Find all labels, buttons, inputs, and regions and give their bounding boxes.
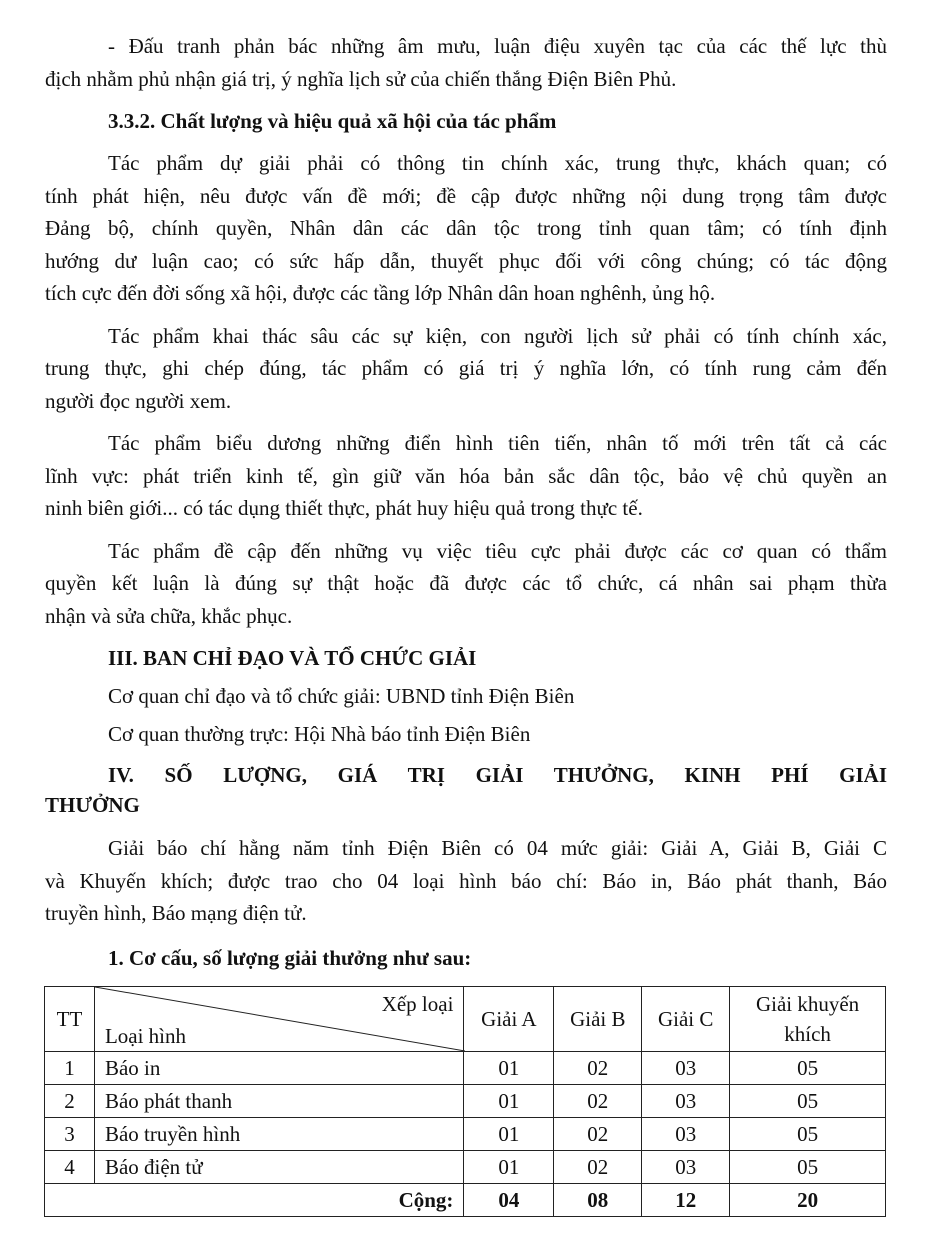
line-co-quan-thuong-truc: Cơ quan thường trực: Hội Nhà báo tỉnh Điện Biên — [108, 722, 531, 746]
document-page — [45, 30, 887, 974]
header-giai-b: Giải B — [554, 987, 642, 1052]
table-row: 4 Báo điện tử 01 02 03 05 — [45, 1151, 886, 1184]
header-giai-a: Giải A — [464, 987, 554, 1052]
header-loai-hinh: Loại hình — [104, 1024, 187, 1048]
total-label: Cộng: — [45, 1184, 464, 1217]
paragraph-bieu-duong: Tác phẩm biểu dương những điển hình tiên tiến, nhân tố mới trên tất cả các lĩnh vực: phát triển kinh tế, gìn giữ văn hóa bản sắc dân tộc, bảo vệ chủ quyền an ninh biên giới... có tác dụng thiết thực, phát huy hiệu quả trong thực tế. — [45, 431, 887, 520]
heading-3-3-2: 3.3.2. Chất lượng và hiệu quả xã hội của tác phẩm — [108, 109, 557, 133]
header-tt: TT — [45, 987, 95, 1052]
total-giai-c: 12 — [642, 1184, 730, 1217]
header-giai-khuyen-khich: Giải khuyến khích — [730, 987, 886, 1052]
paragraph-khai-thac-su-kien: Tác phẩm khai thác sâu các sự kiện, con người lịch sử phải có tính chính xác, trung thực, ghi chép đúng, tác phẩm có giá trị ý nghĩa lớn, có tính rung cảm đến người đọc người xem. — [45, 323, 887, 413]
total-giai-a: 04 — [464, 1184, 554, 1217]
heading-iii: III. BAN CHỈ ĐẠO VÀ TỔ CHỨC GIẢI — [108, 646, 477, 670]
paragraph-dau-tranh: - Đấu tranh phản bác những âm mưu, luận điệu xuyên tạc của các thế lực thù địch nhằm phủ nhận giá trị, ý nghĩa lịch sử của chiến thắng Điện Biên Phủ. — [45, 34, 887, 91]
table-row: 3 Báo truyền hình 01 02 03 05 — [45, 1118, 886, 1151]
prize-table — [44, 986, 886, 1217]
table-row: 1 Báo in 01 02 03 05 — [45, 1052, 886, 1085]
header-giai-c: Giải C — [642, 987, 730, 1052]
paragraph-tac-pham-du-giai: Tác phẩm dự giải phải có thông tin chính xác, trung thực, khách quan; có tính phát hiện, nêu được vấn đề mới; đề cập được những nội dung trọng tâm được Đảng bộ, chính quyền, Nhân dân các dân tộc trong tỉnh quan tâm; có tính định hướng dư luận cao; có sức hấp dẫn, thuyết phục đối với công chúng; có tác động tích cực đến đời sống xã hội, được các tầng lớp Nhân dân hoan nghênh, ủng hộ. — [45, 151, 887, 305]
header-diagonal-cell — [94, 987, 463, 1052]
table-row: 2 Báo phát thanh 01 02 03 05 — [45, 1085, 886, 1118]
total-khuyen-khich: 20 — [730, 1184, 886, 1217]
line-co-quan-chi-dao: Cơ quan chỉ đạo và tổ chức giải: UBND tỉnh Điện Biên — [108, 684, 575, 708]
heading-1-co-cau: 1. Cơ cấu, số lượng giải thưởng như sau: — [108, 945, 472, 970]
header-xep-loai: Xếp loại — [381, 992, 454, 1016]
paragraph-vu-viec-tieu-cuc: Tác phẩm đề cập đến những vụ việc tiêu cực phải được các cơ quan có thẩm quyền kết luận là đúng sự thật hoặc đã được các tổ chức, cá nhân sai phạm thừa nhận và sửa chữa, khắc phục. — [45, 538, 887, 628]
table-total-row — [45, 1184, 886, 1217]
total-giai-b: 08 — [554, 1184, 642, 1217]
table-header-row — [45, 987, 886, 1052]
heading-iv: IV. SỐ LƯỢNG, GIÁ TRỊ GIẢI THƯỞNG, KINH PHÍ GIẢI THƯỞNG — [45, 763, 887, 817]
paragraph-giai-bao-chi: Giải báo chí hằng năm tỉnh Điện Biên có 04 mức giải: Giải A, Giải B, Giải C và Khuyến khích; được trao cho 04 loại hình báo chí: Báo in, Báo phát thanh, Báo truyền hình, Báo mạng điện tử. — [45, 836, 887, 925]
